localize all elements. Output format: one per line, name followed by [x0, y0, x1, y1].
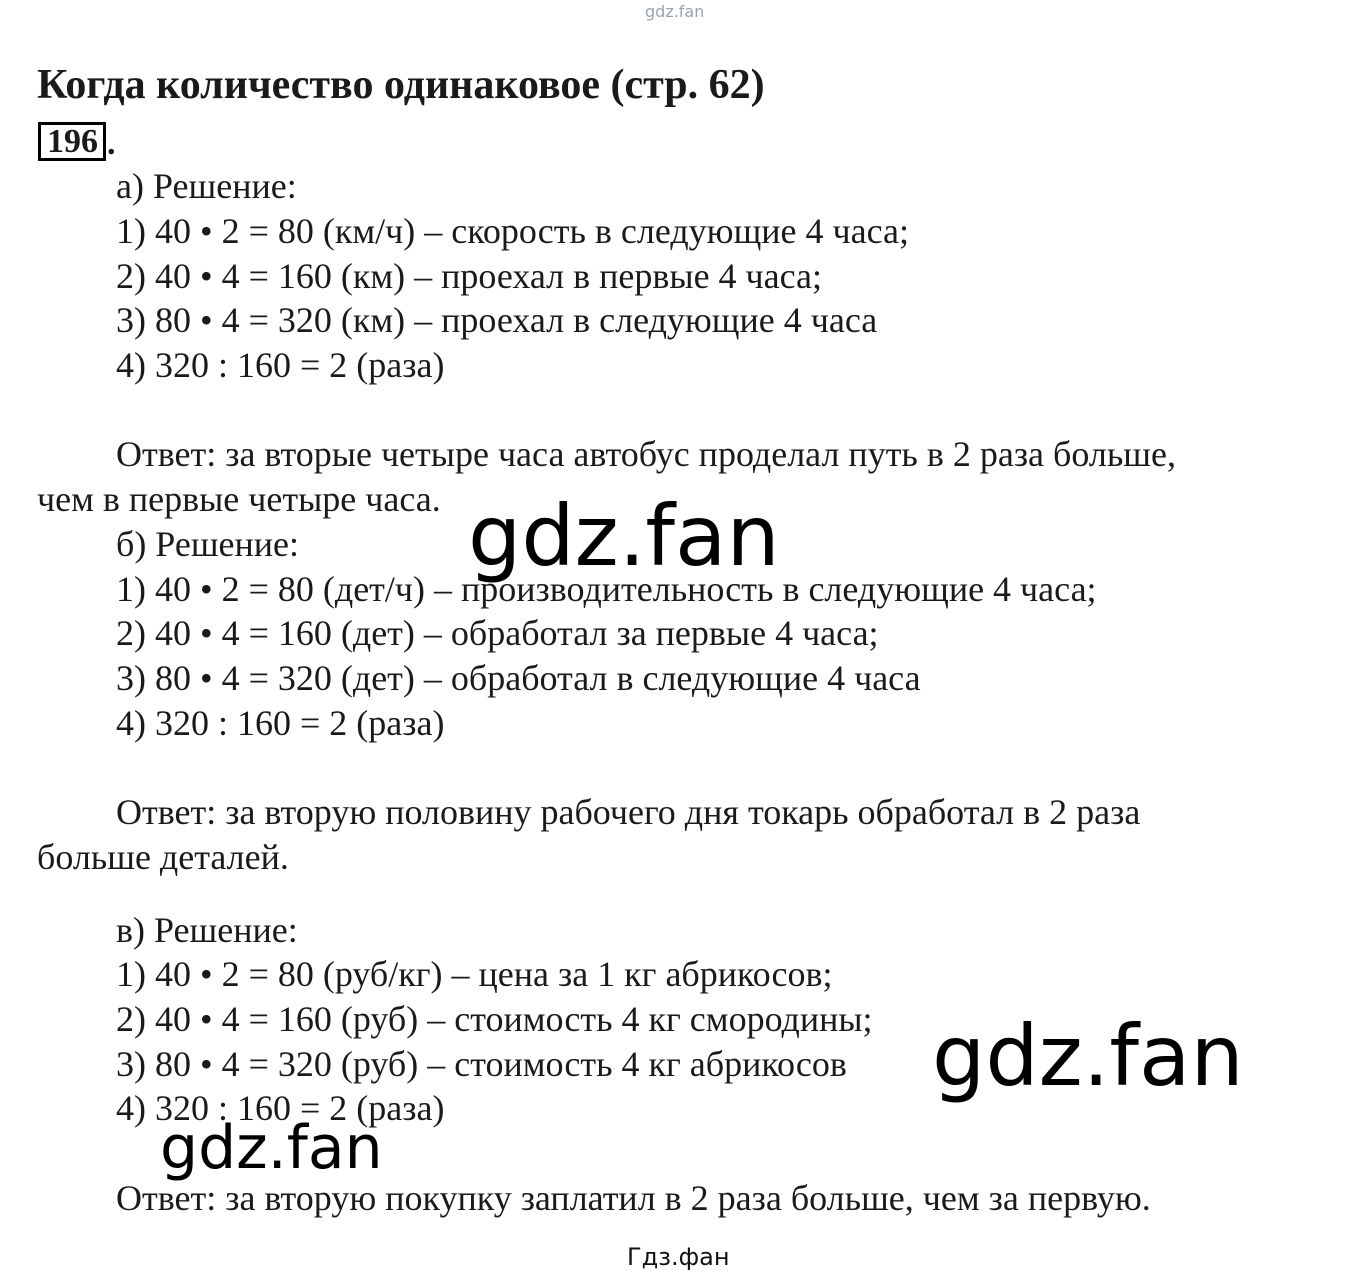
part-c-answer: Ответ: за вторую покупку заплатил в 2 раза больше, чем за первую. [116, 1178, 1151, 1218]
watermark-right: gdz.fan [932, 1007, 1244, 1105]
part-a-answer-line-1: Ответ: за вторые четыре часа автобус проделал путь в 2 раза больше, [116, 434, 1176, 474]
exercise-number-box: 196 [38, 122, 106, 161]
part-b-step-4: 4) 320 : 160 = 2 (раза) [116, 703, 445, 743]
part-a-step-1: 1) 40 • 2 = 80 (км/ч) – скорость в следующие 4 часа; [116, 211, 910, 251]
part-a-heading: а) Решение: [116, 166, 297, 206]
part-b-answer-line-1: Ответ: за вторую половину рабочего дня токарь обработал в 2 раза [116, 792, 1141, 832]
watermark-left: gdz.fan [160, 1113, 383, 1183]
part-b-step-3: 3) 80 • 4 = 320 (дет) – обработал в следующие 4 часа [116, 658, 921, 698]
page-title: Когда количество одинаковое (стр. 62) [37, 62, 765, 108]
watermark-bottom: Гдз.фан [627, 1243, 730, 1271]
part-a-step-3: 3) 80 • 4 = 320 (км) – проехал в следующие 4 часа [116, 300, 878, 340]
part-c-step-1: 1) 40 • 2 = 80 (руб/кг) – цена за 1 кг абрикосов; [116, 954, 833, 994]
part-a-answer-line-2: чем в первые четыре часа. [37, 479, 441, 519]
part-c-step-2: 2) 40 • 4 = 160 (руб) – стоимость 4 кг смородины; [116, 999, 873, 1039]
part-b-answer-line-2: больше деталей. [37, 837, 289, 877]
exercise-number [38, 122, 116, 161]
part-b-heading: б) Решение: [116, 524, 300, 564]
part-c-step-4: 4) 320 : 160 = 2 (раза) [116, 1088, 445, 1128]
part-a-step-2: 2) 40 • 4 = 160 (км) – проехал в первые 4 часа; [116, 256, 823, 296]
part-c-step-3: 3) 80 • 4 = 320 (руб) – стоимость 4 кг абрикосов [116, 1044, 847, 1084]
part-a-step-4: 4) 320 : 160 = 2 (раза) [116, 345, 445, 385]
part-c-heading: в) Решение: [116, 910, 298, 950]
part-b-step-2: 2) 40 • 4 = 160 (дет) – обработал за первые 4 часа; [116, 613, 879, 653]
exercise-number-dot: . [107, 125, 116, 162]
watermark-top: gdz.fan [645, 2, 705, 21]
part-b-step-1: 1) 40 • 2 = 80 (дет/ч) – производительность в следующие 4 часа; [116, 569, 1097, 609]
watermark-middle: gdz.fan [468, 487, 780, 585]
